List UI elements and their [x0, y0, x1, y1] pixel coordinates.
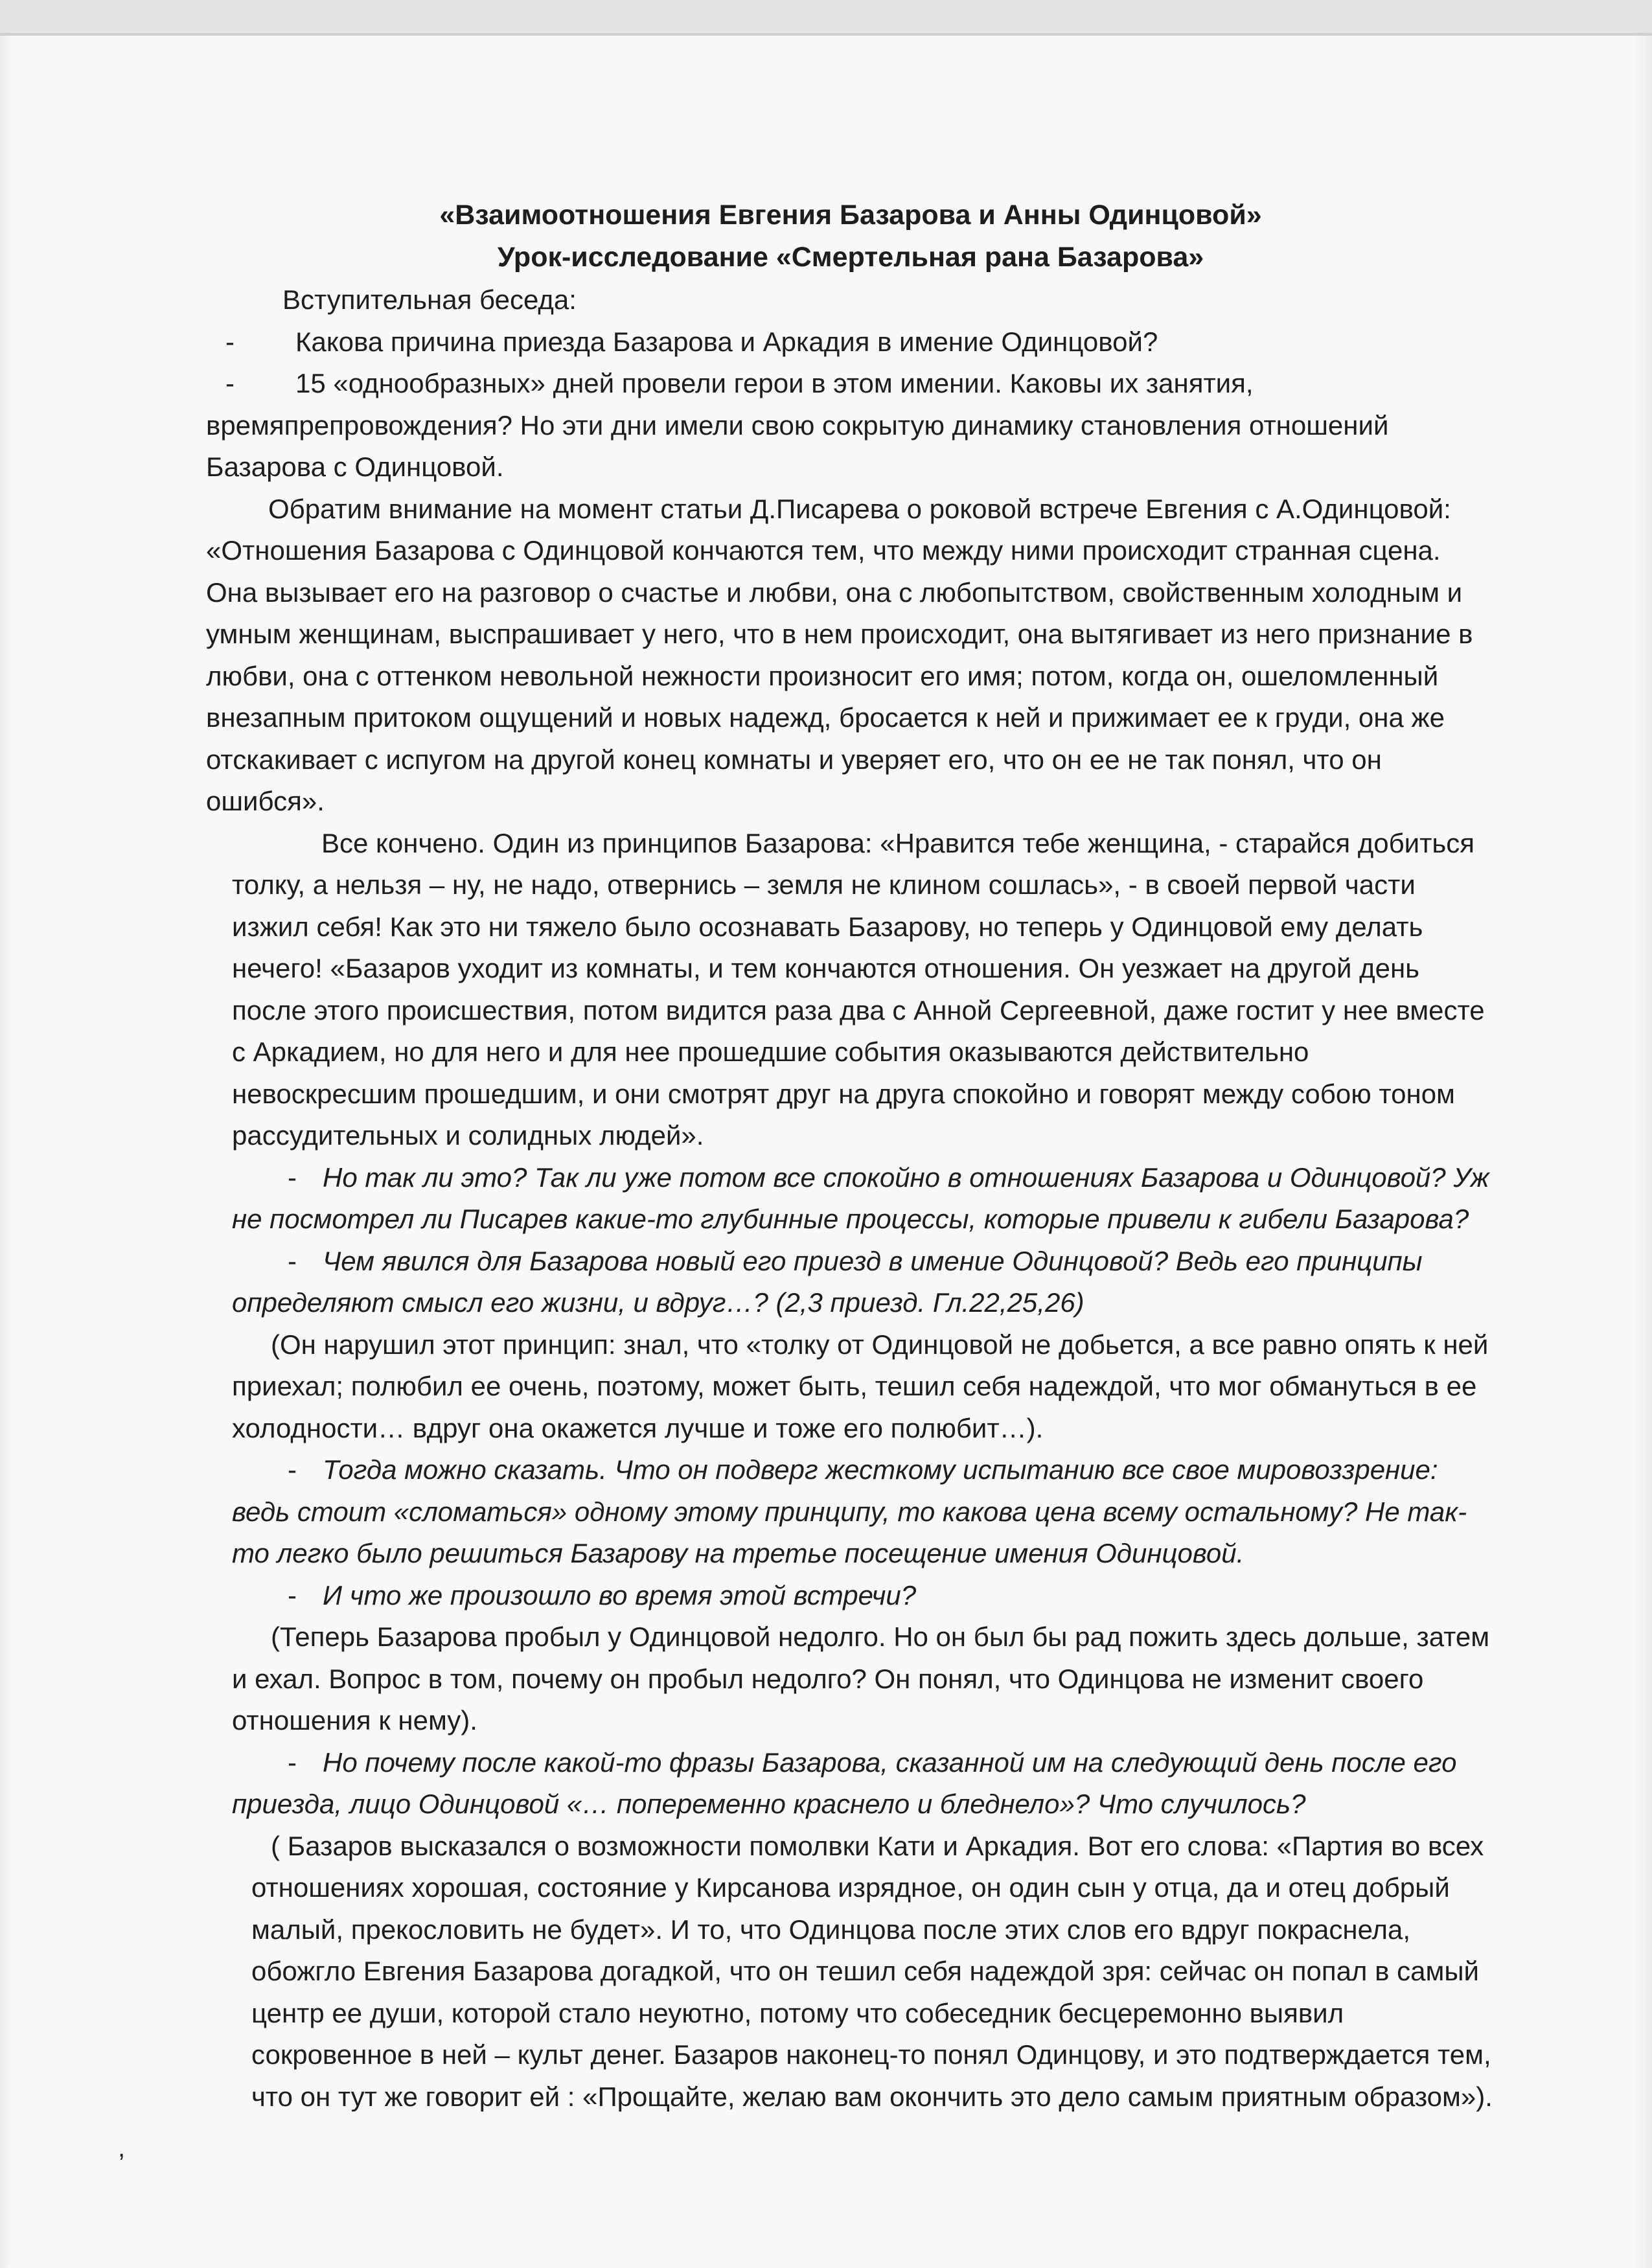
question-2 — [206, 363, 1495, 488]
list-dash: - — [288, 1579, 297, 1610]
answer-7: ( Базаров высказался о возможности помолвки Кати и Аркадия. Вот его слова: «Партия во всех отношениях хорошая, состояние у Кирсанова изрядное, он один сын у отца, да и отец добрый малый, прекословить не будет». И то, что Одинцова после этих слов его вдруг покраснела, обожгло Евгения Базарова догадкой, что он тешил себя надеждой зря: сейчас он попал в самый центр ее души, которой стало неуютно, потому что собеседник бесцеремонно выявил сокровенное в ней – культ денег. Базаров наконец-то понял Одинцову, и это подтверждается тем, что он тут же говорит ей : «Прощайте, желаю вам окончить это дело самым приятным образом»). — [251, 1830, 1493, 2112]
question-7 — [206, 1742, 1495, 1826]
answer-4: (Он нарушил этот принцип: знал, что «толку от Одинцовой не добьется, а все равно опять к ней приехал; полюбил ее очень, поэтому, может быть, тешил себя надеждой, что мог обмануться в ее холодности… вдруг она окажется лучше и тоже его полюбит…). — [232, 1329, 1489, 1443]
list-dash: - — [225, 326, 235, 357]
question-3-text: Но так ли это? Так ли уже потом все спокойно в отношениях Базарова и Одинцовой? Уж не посмотрел ли Писарев какие-то глубинные процессы, которые привели к гибели Базарова? — [232, 1162, 1489, 1234]
intro-label: Вступительная беседа: — [282, 284, 577, 315]
question-7-text: Но почему после какой-то фразы Базарова, сказанной им на следующий день после его приезда, лицо Одинцовой «… попеременно краснело и бледнело»? Что случилось? — [232, 1747, 1457, 1819]
question-5 — [206, 1449, 1495, 1575]
scan-top-edge — [0, 0, 1652, 36]
question-4 — [206, 1241, 1495, 1324]
question-4-text: Чем явился для Базарова новый его приезд в имение Одинцовой? Ведь его принципы определяют смысл его жизни, и вдруг…? (2,3 приезд. Гл.22,25,26) — [232, 1245, 1423, 1318]
document-body — [206, 194, 1495, 2118]
question-6 — [206, 1575, 1495, 1617]
list-dash: - — [288, 1162, 297, 1193]
question-1 — [206, 321, 1495, 363]
list-dash: - — [288, 1454, 297, 1485]
question-1-text: Какова причина приезда Базарова и Аркадия в имение Одинцовой? — [295, 326, 1158, 357]
list-dash: - — [225, 368, 235, 398]
pisarev-quote-paragraph: Обратим внимание на момент статьи Д.Писарева о роковой встрече Евгения с А.Одинцовой: «Отношения Базарова с Одинцовой кончаются тем, что между ними происходит странная сцена. Она вызывает его на разговор о счастье и любви, она с любопытством, свойственным холодным и умным женщинам, выспрашивает у него, что в нем происходит, она вытягивает из него признание в любви, она с оттенком невольной нежности произносит его имя; потом, когда он, ошеломленный внезапным притоком ощущений и новых надежд, бросается к ней и прижимает ее к груди, она же отскакивает с испугом на другой конец комнаты и уверяет его, что он ее не так понял, что он ошибся». — [206, 493, 1473, 816]
list-dash: - — [288, 1245, 297, 1276]
document-title: «Взаимоотношения Евгения Базарова и Анны Одинцовой» — [439, 200, 1262, 231]
answer-6: (Теперь Базарова пробыл у Одинцовой недолго. Но он был бы рад пожить здесь дольше, затем и ехал. Вопрос в том, почему он пробыл недолго? Он понял, что Одинцова не изменит своего отношения к нему). — [232, 1621, 1490, 1735]
question-6-text: И что же произошло во время этой встречи? — [323, 1579, 917, 1610]
stray-mark: , — [118, 2134, 126, 2162]
question-3 — [206, 1157, 1495, 1241]
conclusion-paragraph: Все кончено. Один из принципов Базарова: «Нравится тебе женщина, - старайся добиться толку, а нельзя – ну, не надо, отвернись – земля не клином сошлась», - в своей первой части изжил себя! Как это ни тяжело было осознавать Базарову, но теперь у Одинцовой ему делать нечего! «Базаров уходит из комнаты, и тем кончаются отношения. Он уезжает на другой день после этого происшествия, потом видится раза два с Анной Сергеевной, даже гостит у нее вместе с Аркадием, но для него и для нее прошедшие события оказываются действительно невоскресшим прошедшим, и они смотрят друг на друга спокойно и говорят между собою тоном рассудительных и солидных людей». — [232, 827, 1485, 1151]
document-subtitle: Урок-исследование «Смертельная рана Базарова» — [497, 241, 1204, 273]
list-dash: - — [288, 1747, 297, 1778]
question-2-text: 15 «однообразных» дней провели герои в этом имении. Каковы их занятия, времяпрепровождения? Но эти дни имели свою сокрытую динамику становления отношений Базарова с Одинцовой. — [206, 368, 1389, 482]
question-5-text: Тогда можно сказать. Что он подверг жесткому испытанию все свое мировоззрение: ведь стоит «сломаться» одному этому принципу, то какова цена всему остальному? Не так-то легко было решиться Базарову на третье посещение имения Одинцовой. — [232, 1454, 1467, 1568]
